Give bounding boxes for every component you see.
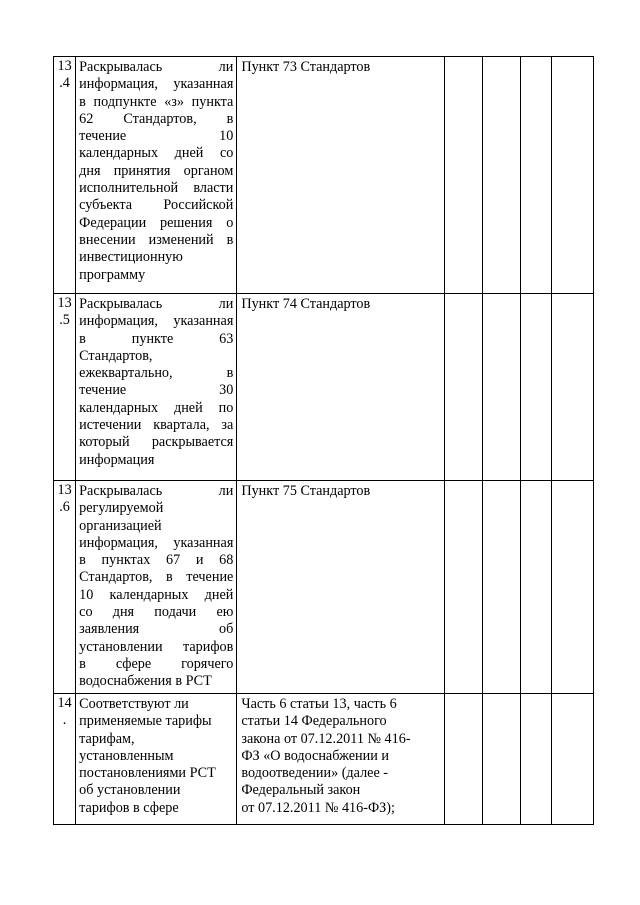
empty-cell (483, 294, 521, 481)
table-row (54, 57, 594, 294)
reference-cell: Пункт 75 Стандартов (237, 481, 445, 694)
reference-cell: Пункт 73 Стандартов (237, 57, 445, 294)
question-cell: Раскрывалась ли информация, указанная в пункте 63 Стандартов, ежеквартально, в течение 30 календарных дней по истечении квартала, за который раскрывается информация (76, 294, 237, 481)
item-number: 14 . (54, 694, 76, 825)
table-row (54, 481, 594, 694)
question-cell: Раскрывалась ли информация, указанная в подпункте «з» пункта 62 Стандартов, в течение 10 календарных дней со дня принятия органом исполнительной власти субъекта Российской Федерации решения о внесении изменений в инвестиционную программу (76, 57, 237, 294)
reference-cell: Пункт 74 Стандартов (237, 294, 445, 481)
empty-cell (551, 694, 593, 825)
empty-cell (521, 694, 551, 825)
item-number: 13 .6 (54, 481, 76, 694)
empty-cell (483, 57, 521, 294)
question-cell: Соответствуют ли применяемые тарифы тарифам, установленным постановлениями РСТ об установлении тарифов в сфере (76, 694, 237, 825)
empty-cell (551, 481, 593, 694)
empty-cell (521, 481, 551, 694)
empty-cell (483, 694, 521, 825)
empty-cell (521, 294, 551, 481)
empty-cell (483, 481, 521, 694)
empty-cell (444, 481, 482, 694)
reference-cell: Часть 6 статьи 13, часть 6 статьи 14 Федерального закона от 07.12.2011 № 416- ФЗ «О водоснабжении и водоотведении» (далее - Федеральный закон от 07.12.2011 № 416-ФЗ); (237, 694, 445, 825)
table-row (54, 294, 594, 481)
empty-cell (444, 694, 482, 825)
question-cell: Раскрывалась ли регулируемой организацией информация, указанная в пунктах 67 и 68 Стандартов, в течение 10 календарных дней со дня подачи ею заявления об установлении тарифов в сфере горячего водоснабжения в РСТ (76, 481, 237, 694)
table-row (54, 694, 594, 825)
item-number: 13 .4 (54, 57, 76, 294)
checklist-table (53, 56, 594, 825)
empty-cell (551, 57, 593, 294)
item-number: 13 .5 (54, 294, 76, 481)
empty-cell (444, 294, 482, 481)
empty-cell (444, 57, 482, 294)
empty-cell (521, 57, 551, 294)
empty-cell (551, 294, 593, 481)
